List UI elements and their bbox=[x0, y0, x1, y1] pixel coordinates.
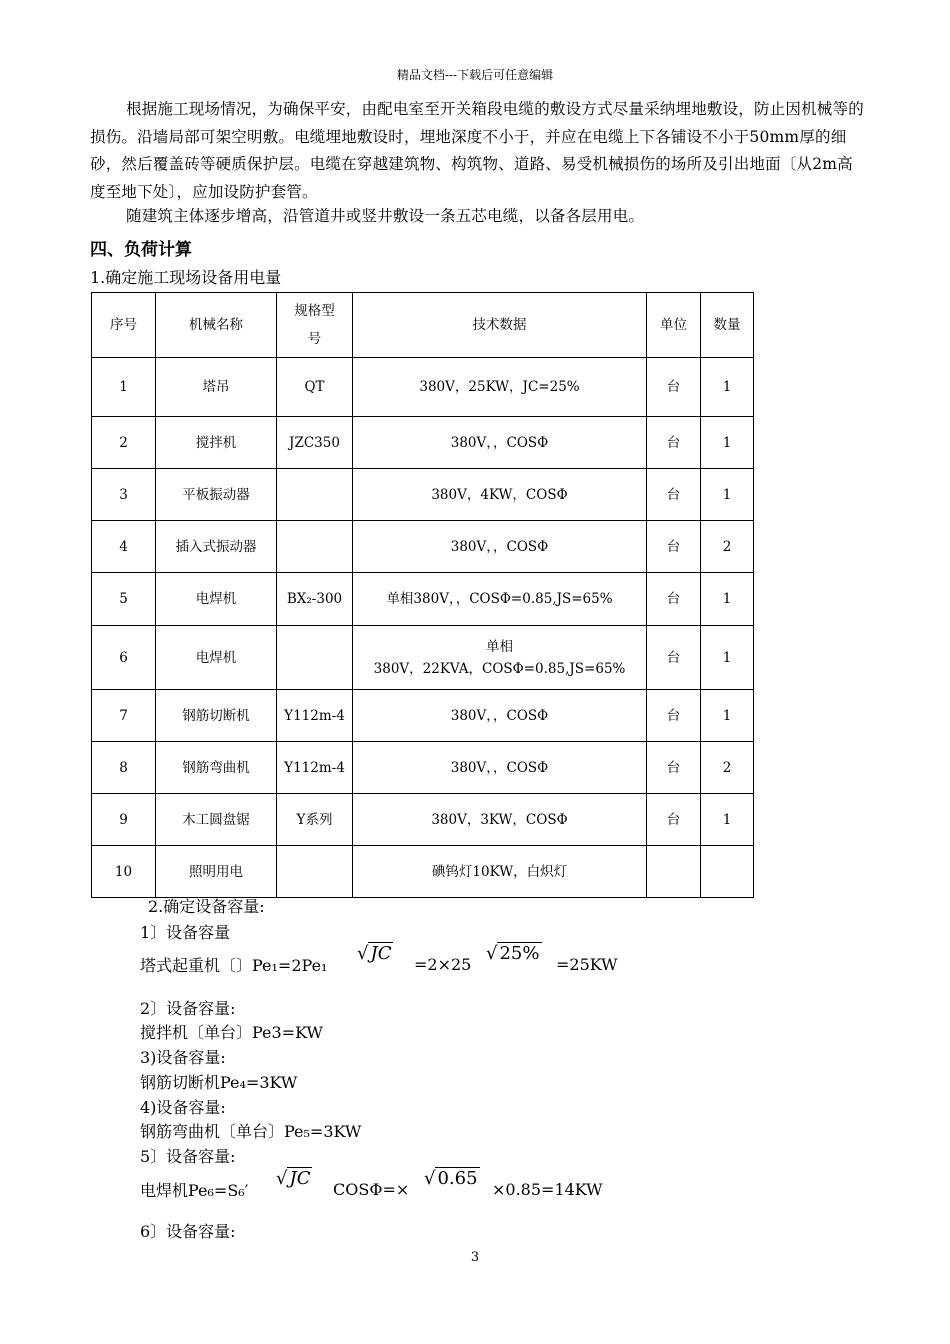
calc-line-4: 搅拌机〔单台〕Pe3=KW bbox=[140, 1023, 323, 1042]
cell-model: BX₂-300 bbox=[277, 573, 353, 626]
header-tech-data: 技术数据 bbox=[353, 293, 647, 358]
cell-model: QT bbox=[277, 358, 353, 417]
calc-line-1: 1〕设备容量 bbox=[140, 923, 231, 942]
cell-tech-data: 380V，，COSΦ bbox=[353, 742, 647, 794]
cell-index: 7 bbox=[92, 690, 156, 742]
calc-tower-crane-mid: =2×25 bbox=[414, 955, 472, 974]
cell-quantity: 1 bbox=[701, 417, 754, 469]
sqrt-0-65: √ 0.65 bbox=[424, 1168, 478, 1189]
subsection-capacity: 2.确定设备容量: bbox=[148, 897, 265, 916]
paragraph-cable-laying: 根据施工现场情况，为确保平安，由配电室至开关箱段电缆的敷设方式尽量采纳埋地敷设，防止因机械等的损伤。沿墙局部可架空明敷。电缆埋地敷设时，埋地深度不小于，并应在电缆上下各铺设不小于50mm厚的细砂，然后覆盖砖等硬质保护层。电缆在穿越建筑物、构筑物、道路、易受机械损伤的场所及引出地面〔从2m高度至地下处〕，应加设防护套管。 bbox=[90, 100, 864, 201]
calc-welder-label: 电焊机Pe₆=S₆′ bbox=[140, 1181, 249, 1200]
calc-line-11: 6〕设备容量: bbox=[140, 1222, 236, 1241]
cell-model bbox=[277, 521, 353, 573]
calc-tower-crane-result: =25KW bbox=[556, 955, 618, 974]
cell-tech-data: 380V，，COSΦ bbox=[353, 521, 647, 573]
cell-unit: 台 bbox=[647, 626, 701, 690]
cell-index: 10 bbox=[92, 846, 156, 898]
calc-tower-crane-label: 塔式起重机〔〕Pe₁=2Pe₁ bbox=[140, 956, 328, 975]
equipment-table bbox=[91, 292, 754, 898]
cell-machine-name: 塔吊 bbox=[156, 358, 277, 417]
cell-index: 5 bbox=[92, 573, 156, 626]
cell-machine-name: 木工圆盘锯 bbox=[156, 794, 277, 846]
cell-tech-data: 碘钨灯10KW，白炽灯 bbox=[353, 846, 647, 898]
cell-index: 4 bbox=[92, 521, 156, 573]
calc-welder-result: ×0.85=14KW bbox=[492, 1180, 603, 1199]
cell-machine-name: 插入式振动器 bbox=[156, 521, 277, 573]
table-row bbox=[92, 521, 754, 573]
cell-unit: 台 bbox=[647, 573, 701, 626]
table-row bbox=[92, 794, 754, 846]
cell-model: Y系列 bbox=[277, 794, 353, 846]
cell-quantity: 1 bbox=[701, 626, 754, 690]
cell-index: 3 bbox=[92, 469, 156, 521]
calc-line-6: 钢筋切断机Pe₄=3KW bbox=[140, 1073, 298, 1092]
table-row bbox=[92, 742, 754, 794]
calc-line-8: 钢筋弯曲机〔单台〕Pe₅=3KW bbox=[140, 1122, 362, 1141]
cell-model: Y112m-4 bbox=[277, 742, 353, 794]
page-number: 3 bbox=[470, 1250, 480, 1265]
table-row bbox=[92, 358, 754, 417]
cell-tech-data: 380V，，COSΦ bbox=[353, 690, 647, 742]
cell-index: 8 bbox=[92, 742, 156, 794]
table-row bbox=[92, 626, 754, 690]
header-machine-name: 机械名称 bbox=[156, 293, 277, 358]
cell-unit: 台 bbox=[647, 690, 701, 742]
cell-model bbox=[277, 846, 353, 898]
cell-quantity bbox=[701, 846, 754, 898]
sqrt-jc-1: √ JC bbox=[357, 943, 392, 964]
cell-machine-name: 钢筋切断机 bbox=[156, 690, 277, 742]
cell-unit: 台 bbox=[647, 742, 701, 794]
cell-quantity: 1 bbox=[701, 794, 754, 846]
table-row bbox=[92, 469, 754, 521]
cell-model bbox=[277, 469, 353, 521]
cell-index: 2 bbox=[92, 417, 156, 469]
cell-index: 1 bbox=[92, 358, 156, 417]
sqrt-jc-2: √ JC bbox=[276, 1168, 311, 1189]
cell-quantity: 1 bbox=[701, 469, 754, 521]
table-header-row bbox=[92, 293, 754, 358]
cell-quantity: 2 bbox=[701, 742, 754, 794]
cell-unit: 台 bbox=[647, 469, 701, 521]
cell-machine-name: 电焊机 bbox=[156, 573, 277, 626]
cell-unit: 台 bbox=[647, 794, 701, 846]
calc-line-5: 3)设备容量: bbox=[140, 1048, 226, 1067]
table-row bbox=[92, 573, 754, 626]
cell-machine-name: 电焊机 bbox=[156, 626, 277, 690]
cell-unit: 台 bbox=[647, 521, 701, 573]
subsection-equipment-load: 1.确定施工现场设备用电量 bbox=[90, 268, 282, 287]
paragraph-riser-cable: 随建筑主体逐步增高，沿管道井或竖井敷设一条五芯电缆，以备各层用电。 bbox=[126, 207, 645, 225]
page-header: 精品文档---下载后可任意编辑 bbox=[396, 68, 554, 82]
cell-quantity: 1 bbox=[701, 573, 754, 626]
cell-unit: 台 bbox=[647, 358, 701, 417]
section-title: 四、负荷计算 bbox=[90, 240, 192, 260]
table-row bbox=[92, 690, 754, 742]
cell-machine-name: 照明用电 bbox=[156, 846, 277, 898]
cell-quantity: 1 bbox=[701, 358, 754, 417]
sqrt-25-percent: √ 25% bbox=[486, 943, 540, 964]
cell-tech-data: 380V，3KW，COSΦ bbox=[353, 794, 647, 846]
cell-tech-data: 单相380V，，COSΦ=0.85,JS=65% bbox=[353, 573, 647, 626]
header-quantity: 数量 bbox=[701, 293, 754, 358]
cell-tech-data: 380V，4KW，COSΦ bbox=[353, 469, 647, 521]
cell-tech-data: 380V，，COSΦ bbox=[353, 417, 647, 469]
cell-tech-data: 单相 380V，22KVA，COSΦ=0.85,JS=65% bbox=[353, 626, 647, 690]
cell-quantity: 1 bbox=[701, 690, 754, 742]
cell-index: 6 bbox=[92, 626, 156, 690]
cell-model: Y112m-4 bbox=[277, 690, 353, 742]
header-index: 序号 bbox=[92, 293, 156, 358]
cell-unit bbox=[647, 846, 701, 898]
calc-line-9: 5〕设备容量: bbox=[140, 1147, 236, 1166]
cell-model bbox=[277, 626, 353, 690]
cell-machine-name: 钢筋弯曲机 bbox=[156, 742, 277, 794]
cell-model: JZC350 bbox=[277, 417, 353, 469]
cell-tech-data: 380V，25KW，JC=25% bbox=[353, 358, 647, 417]
cell-index: 9 bbox=[92, 794, 156, 846]
header-unit: 单位 bbox=[647, 293, 701, 358]
header-model: 规格型号 bbox=[277, 293, 353, 358]
calc-line-7: 4)设备容量: bbox=[140, 1098, 226, 1117]
cell-quantity: 2 bbox=[701, 521, 754, 573]
table-row bbox=[92, 417, 754, 469]
calc-welder-mid: COSΦ=× bbox=[333, 1180, 410, 1199]
calc-line-3: 2〕设备容量: bbox=[140, 999, 236, 1018]
table-row bbox=[92, 846, 754, 898]
cell-unit: 台 bbox=[647, 417, 701, 469]
cell-machine-name: 搅拌机 bbox=[156, 417, 277, 469]
cell-machine-name: 平板振动器 bbox=[156, 469, 277, 521]
